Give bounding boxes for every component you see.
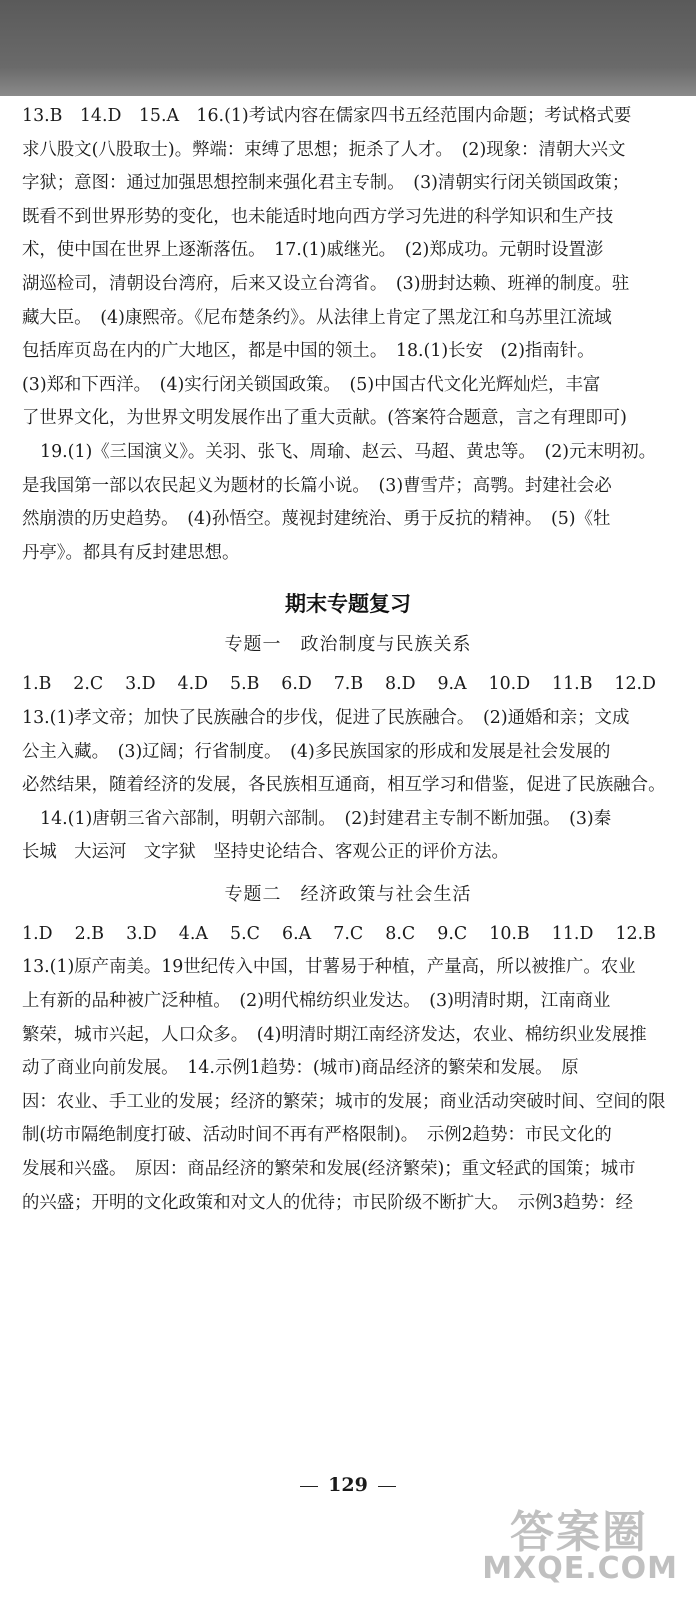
page-number-dash — [300, 1486, 318, 1487]
choice-answer: 4.A — [178, 923, 208, 944]
text-line: 丹亭》。都具有反封建思想。 — [22, 542, 240, 563]
answers-13-18 — [0, 100, 696, 436]
text-line: 必然结果，随着经济的发展，各民族相互通商，相互学习和借鉴，促进了民族融合。 — [22, 775, 666, 796]
choice-answer: 8.D — [385, 674, 416, 695]
choice-answer: 10.D — [488, 674, 531, 695]
topic-1-heading: 专题一 政治制度与民族关系 — [224, 634, 472, 656]
choice-answer: 11.B — [552, 674, 593, 695]
text-line: 上有新的品种被广泛种植。 (2)明代棉纺织业发达。 (3)明清时期，江南商业 — [22, 991, 611, 1012]
text-line: (3)郑和下西洋。 (4)实行闭关锁国政策。 (5)中国古代文化光辉灿烂，丰富 — [22, 374, 601, 395]
page-number-dash — [378, 1486, 396, 1487]
scan-dark-band — [0, 0, 696, 96]
choice-answer: 1.D — [22, 923, 53, 944]
choice-answer: 12.B — [615, 923, 656, 944]
text-line: 术，使中国在世界上逐渐落伍。 17.(1)戚继光。 (2)郑成功。元朝时设置澎 — [22, 240, 604, 261]
choice-answer: 7.B — [333, 674, 364, 695]
text-line: 了世界文化，为世界文明发展作出了重大贡献。(答案符合题意，言之有理即可) — [22, 408, 627, 429]
choice-answer: 4.D — [177, 674, 209, 695]
answers-19 — [0, 436, 696, 570]
text-line: 的兴盛；开明的文化政策和对文人的优待；市民阶级不断扩大。 示例3趋势：经 — [22, 1192, 634, 1213]
choice-answer: 3.D — [126, 923, 157, 944]
choice-answer: 9.A — [437, 674, 467, 695]
text-line: 13.B 14.D 15.A 16.(1)考试内容在儒家四书五经范围内命题；考试格式要 — [22, 106, 632, 126]
text-line: 动了商业向前发展。 14.示例1趋势：(城市)商品经济的繁荣和发展。 原 — [22, 1058, 579, 1079]
choice-answer: 6.A — [282, 923, 312, 944]
text-line: 公主入藏。 (3)辽阔；行省制度。 (4)多民族国家的形成和发展是社会发展的 — [22, 741, 611, 762]
text-line: 藏大臣。 (4)康熙帝。《尼布楚条约》。从法律上肯定了黑龙江和乌苏里江流域 — [22, 307, 612, 328]
text-line: 制(坊市隔绝制度打破、活动时间不再有严格限制)。 示例2趋势：市民文化的 — [22, 1125, 612, 1146]
page-number-value: 129 — [328, 1474, 368, 1496]
choice-answer: 10.B — [489, 923, 530, 944]
text-line: 13.(1)原产南美。19世纪传入中国，甘薯易于种植，产量高，所以被推广。农业 — [22, 957, 636, 978]
watermark-logo-text: 答案圈 — [510, 1507, 648, 1558]
text-line: 然崩溃的历史趋势。 (4)孙悟空。蔑视封建统治、勇于反抗的精神。 (5)《牡 — [22, 509, 611, 530]
review-title: 期末专题复习 — [285, 592, 411, 617]
text-line: 包括库页岛在内的广大地区，都是中国的领土。 18.(1)长安 (2)指南针。 — [22, 341, 595, 362]
text-line: 湖巡检司，清朝设台湾府，后来又设立台湾省。 (3)册封达赖、班禅的制度。驻 — [22, 273, 630, 294]
text-line: 长城 大运河 文字狱 坚持史论结合、客观公正的评价方法。 — [22, 842, 509, 863]
text-line: 繁荣，城市兴起，人口众多。 (4)明清时期江南经济发达，农业、棉纺织业发展推 — [22, 1024, 647, 1045]
topic-2-choice-answers — [0, 918, 696, 952]
text-line: 14.(1)唐朝三省六部制，明朝六部制。 (2)封建君主专制不断加强。 (3)秦 — [40, 808, 612, 829]
topic-2-heading: 专题二 经济政策与社会生活 — [224, 883, 472, 905]
choice-answer: 2.C — [73, 674, 104, 695]
watermark-logo — [478, 1496, 678, 1586]
choice-answer: 11.D — [551, 923, 594, 944]
text-line: 字狱；意图：通过加强思想控制来强化君主专制。 (3)清朝实行闭关锁国政策； — [22, 173, 630, 194]
text-line: 求八股文(八股取士)。弊端：束缚了思想；扼杀了人才。 (2)现象：清朝大兴文 — [22, 139, 626, 160]
choice-answer: 2.B — [74, 923, 105, 944]
text-line: 19.(1)《三国演义》。关羽、张飞、周瑜、赵云、马超、黄忠等。 (2)元末明初。 — [40, 441, 657, 462]
text-line: 13.(1)孝文帝；加快了民族融合的步伐，促进了民族融合。 (2)通婚和亲；文成 — [22, 707, 630, 728]
choice-answer: 1.B — [22, 674, 52, 695]
choice-answer: 6.D — [281, 674, 312, 695]
choice-answer: 5.C — [230, 923, 260, 944]
choice-answer: 8.C — [385, 923, 416, 944]
choice-answer: 9.C — [437, 923, 468, 944]
topic-1-q14 — [0, 803, 696, 870]
text-line: 因：农业、手工业的发展；经济的繁荣；城市的发展；商业活动突破时间、空间的限 — [22, 1091, 666, 1112]
answer-page — [0, 96, 696, 1220]
choice-answer: 7.C — [333, 923, 364, 944]
choice-answer: 3.D — [125, 674, 156, 695]
topic-2-q13-q14 — [0, 951, 696, 1220]
page-number — [0, 1474, 696, 1496]
topic-1-choice-answers — [0, 668, 696, 702]
topic-1-q13 — [0, 702, 696, 803]
text-line: 是我国第一部以农民起义为题材的长篇小说。 (3)曹雪芹；高鹗。封建社会必 — [22, 475, 612, 496]
watermark-url: MXQE.COM — [482, 1551, 678, 1586]
text-line: 既看不到世界形势的变化，也未能适时地向西方学习先进的科学知识和生产技 — [22, 206, 614, 227]
text-line: 发展和兴盛。 原因：商品经济的繁荣和发展(经济繁荣)；重文轻武的国策；城市 — [22, 1159, 636, 1180]
choice-answer: 5.B — [230, 674, 260, 695]
choice-answer: 12.D — [614, 674, 656, 695]
